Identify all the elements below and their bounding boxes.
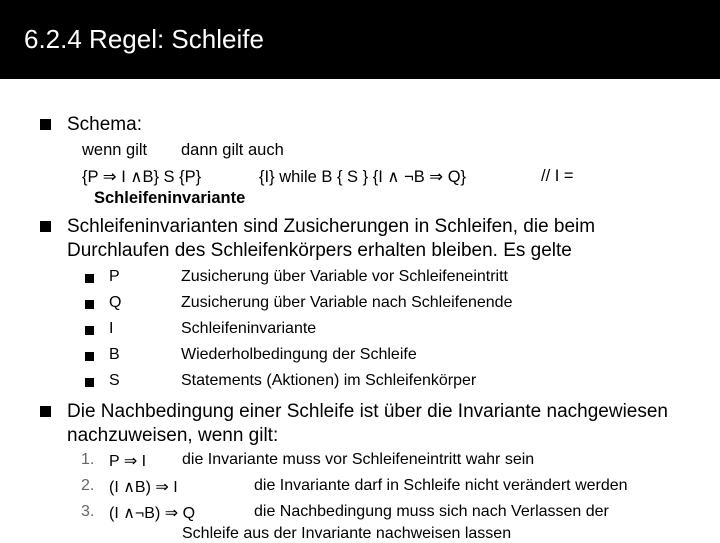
schema-comment: // I = xyxy=(541,167,574,185)
slide-title: 6.2.4 Regel: Schleife xyxy=(24,24,264,54)
invariants-intro-line1: Schleifeninvarianten sind Zusicherungen in Schleifen, die beim xyxy=(67,216,596,237)
invariant-description: Schleifeninvariante xyxy=(181,320,317,337)
invariant-symbol: I xyxy=(109,320,114,337)
condition-text: die Invariante muss vor Schleifeneintritt wahr sein xyxy=(182,451,535,468)
invariant-description: Zusicherung über Variable nach Schleifenende xyxy=(181,294,513,311)
schema-then-label: dann gilt auch xyxy=(181,141,284,159)
bullet-square-icon xyxy=(40,406,51,417)
sub-bullet-square-icon xyxy=(85,300,94,309)
postcondition-intro-line1: Die Nachbedingung einer Schleife ist über die Invariante nachgewiesen xyxy=(67,401,668,422)
bullet-square-icon xyxy=(40,221,51,232)
schema-if-label: wenn gilt xyxy=(82,141,148,159)
invariant-description: Zusicherung über Variable vor Schleifeneintritt xyxy=(181,268,508,285)
schema-invariant-label: Schleifeninvariante xyxy=(94,189,246,207)
bullet-square-icon xyxy=(40,119,51,130)
postcondition-intro-line2: nachzuweisen, wenn gilt: xyxy=(67,425,279,446)
invariants-intro-line2: Durchlaufen des Schleifenkörpers erhalten bleiben. Es gelte xyxy=(67,240,572,261)
sub-bullet-square-icon xyxy=(85,274,94,283)
schema-premise: {P ⇒ I ∧B} S {P} xyxy=(82,168,202,186)
list-number: 1. xyxy=(81,451,95,468)
condition-text: die Invariante darf in Schleife nicht verändert werden xyxy=(254,477,628,494)
condition-text: die Nachbedingung muss sich nach Verlassen der xyxy=(254,503,609,520)
list-number: 3. xyxy=(81,503,95,520)
sub-bullet-square-icon xyxy=(85,378,94,387)
invariant-symbol: B xyxy=(109,346,120,363)
condition-formula: P ⇒ I xyxy=(109,453,147,470)
invariant-symbol: P xyxy=(109,268,120,285)
condition-formula: (I ∧¬B) ⇒ Q xyxy=(109,505,196,522)
invariant-description: Wiederholbedingung der Schleife xyxy=(181,346,417,363)
invariant-symbol: S xyxy=(109,372,120,389)
sub-bullet-square-icon xyxy=(85,326,94,335)
list-number: 2. xyxy=(81,477,95,494)
condition-formula: (I ∧B) ⇒ I xyxy=(109,479,178,496)
condition-text-continued: Schleife aus der Invariante nachweisen lassen xyxy=(182,525,512,542)
schema-conclusion: {I} while B { S } {I ∧ ¬B ⇒ Q} xyxy=(259,168,467,186)
title-bar xyxy=(0,0,720,79)
invariant-symbol: Q xyxy=(109,294,122,311)
invariant-description: Statements (Aktionen) im Schleifenkörper xyxy=(181,372,477,389)
schema-label: Schema: xyxy=(67,114,142,135)
sub-bullet-square-icon xyxy=(85,352,94,361)
